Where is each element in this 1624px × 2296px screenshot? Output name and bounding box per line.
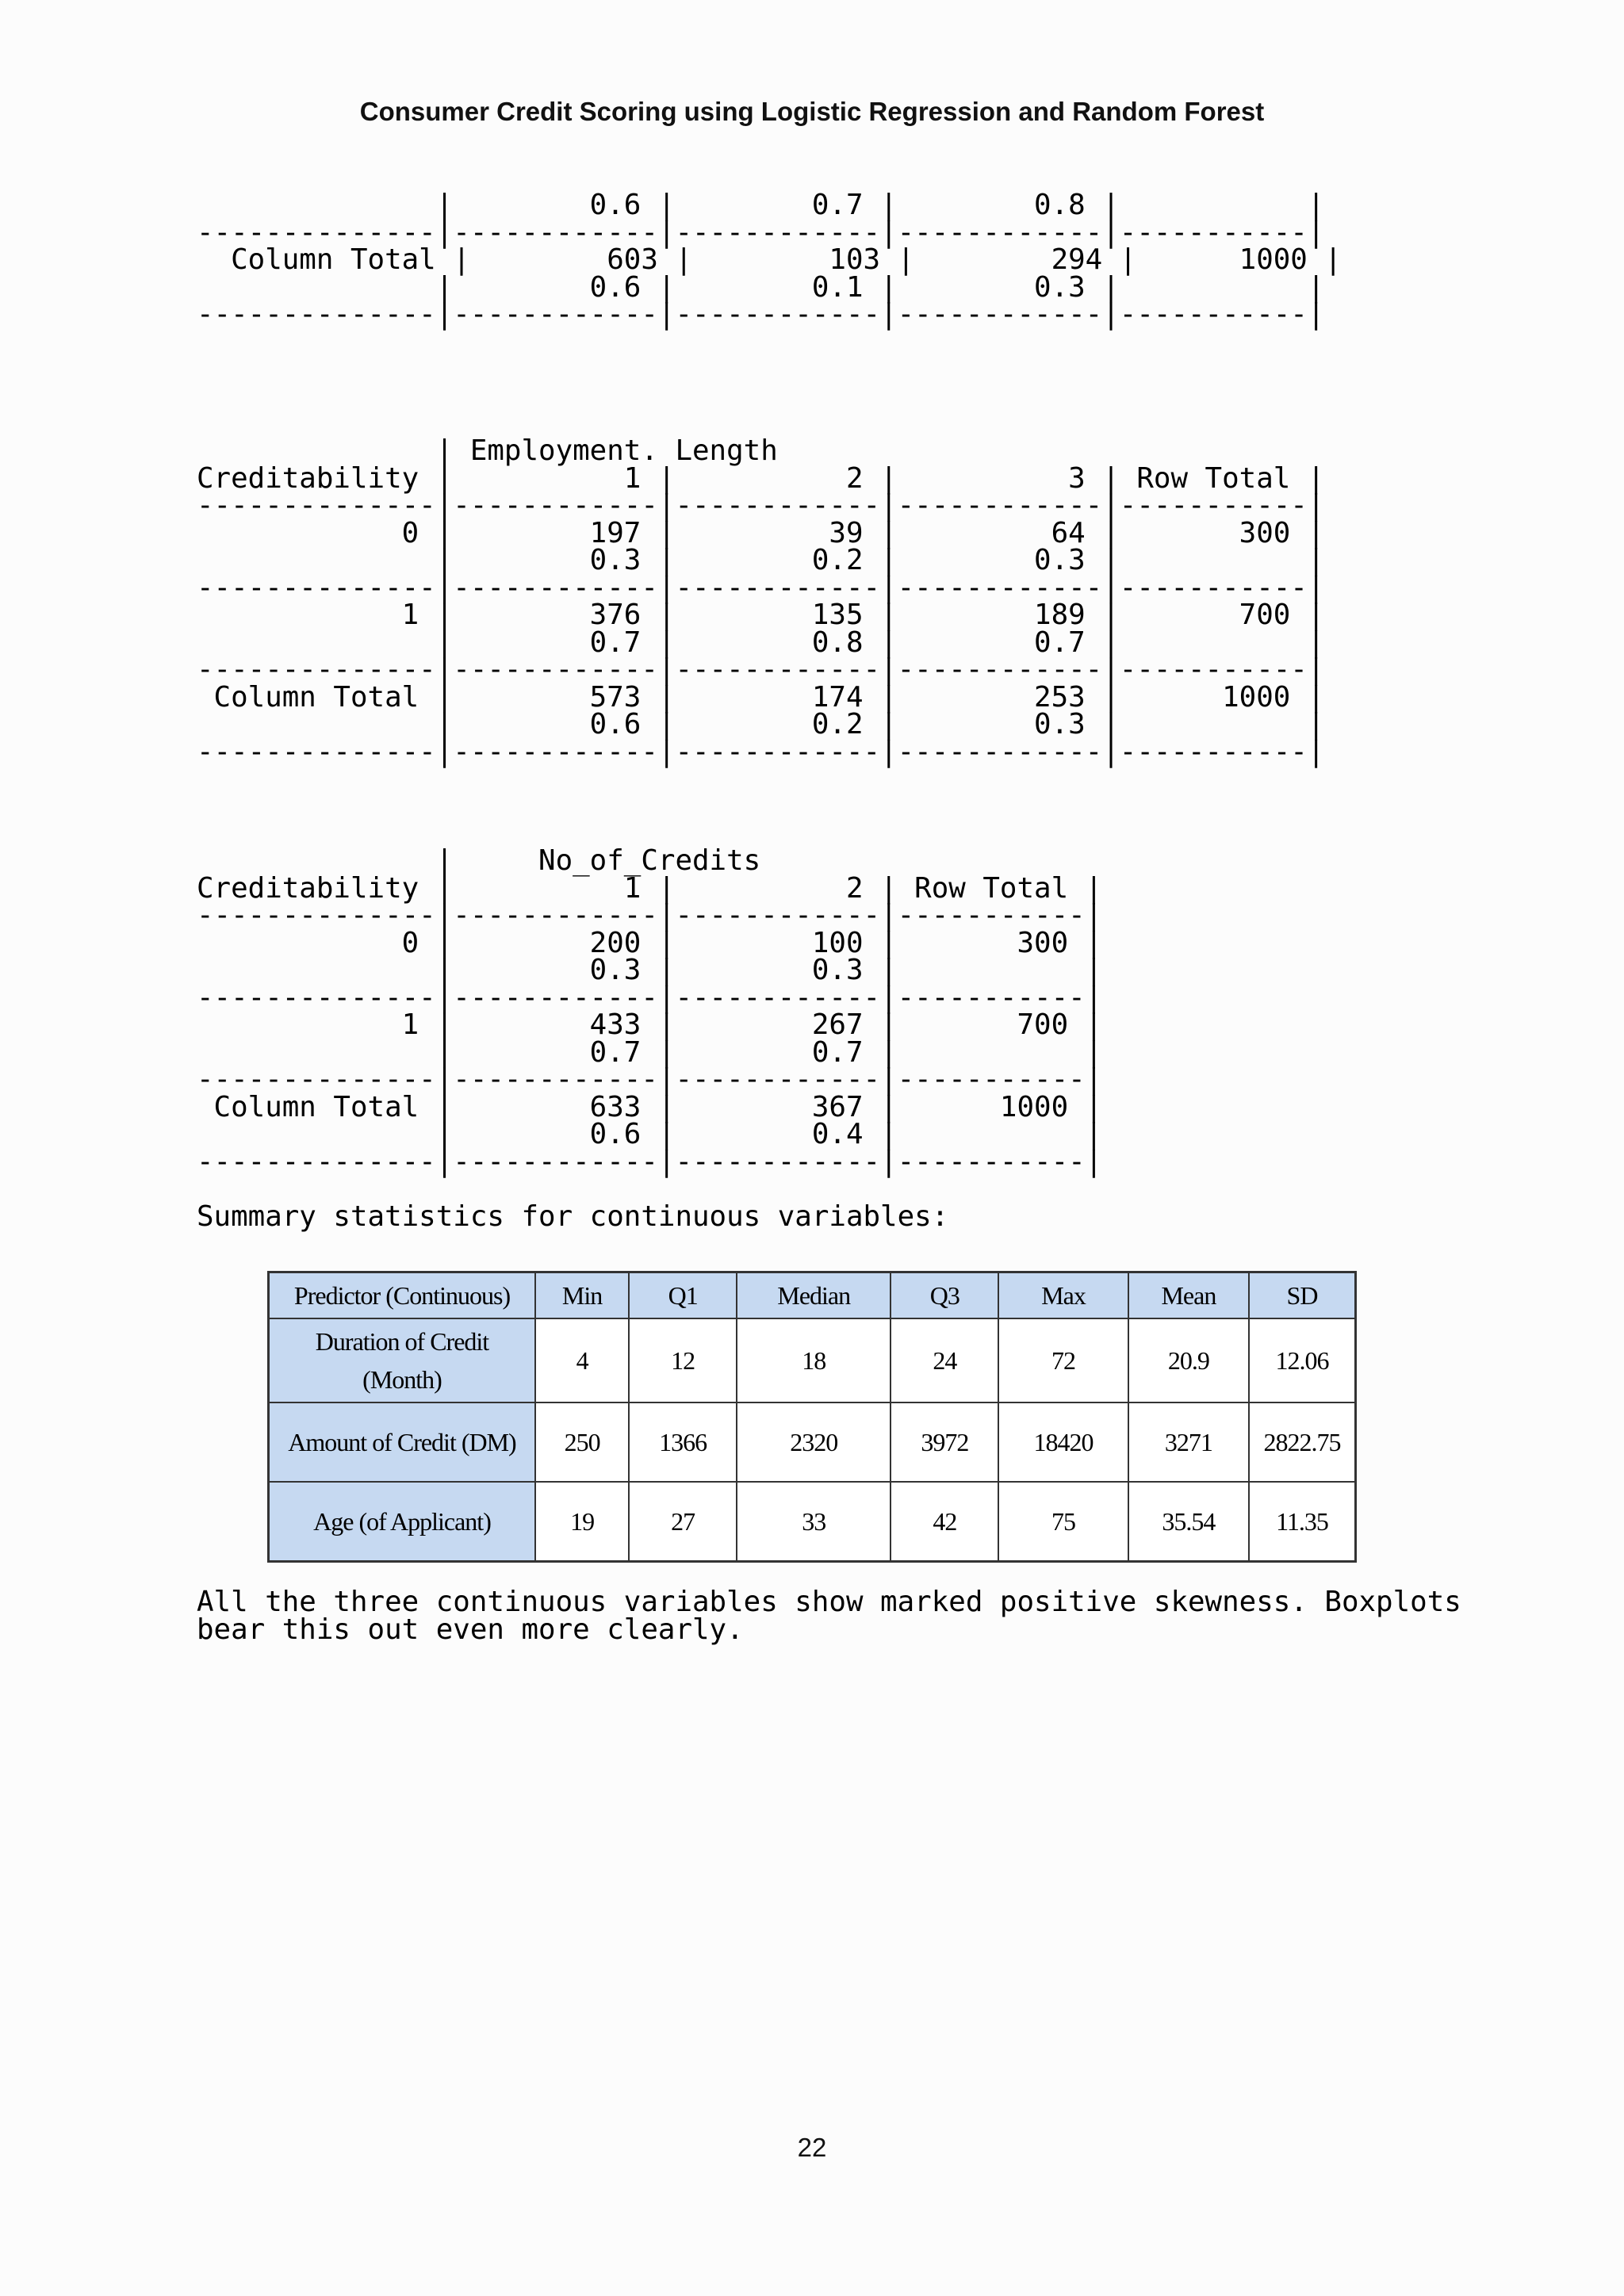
column-header: Mean <box>1128 1272 1249 1319</box>
table-cell: 1366 <box>629 1402 737 1482</box>
crosstab-line: | Employment. Length <box>197 434 778 467</box>
crosstab-line: | 0.7 | 0.8 | 0.7 | | <box>197 626 1325 659</box>
crosstab-line: --------------|------------|------------|-----------| <box>197 1063 1103 1096</box>
crosstab-line: Column Total | 603 | 103 | 294 | 1000 | <box>197 243 1342 276</box>
table-cell: 2822.75 <box>1249 1402 1356 1482</box>
crosstab-employment-length <box>197 434 1325 768</box>
page-header-title: Consumer Credit Scoring using Logistic Regression and Random Forest <box>359 97 1265 126</box>
crosstab-line: | 0.3 | 0.3 | | <box>197 954 1103 986</box>
table-cell: 33 <box>737 1482 891 1561</box>
table-cell: 2320 <box>737 1402 891 1482</box>
table-cell: 20.9 <box>1128 1318 1249 1402</box>
column-header: Min <box>535 1272 629 1319</box>
crosstab-line: --------------|------------|------------|-----------| <box>197 1145 1103 1178</box>
row-label: Age (of Applicant) <box>269 1482 536 1561</box>
table-cell: 250 <box>535 1402 629 1482</box>
crosstab-line: --------------|------------|------------|------------|-----------| <box>197 571 1325 604</box>
table-cell: 18 <box>737 1318 891 1402</box>
crosstab-line: | No_of_Credits <box>197 844 761 877</box>
table-header-row <box>269 1272 1356 1319</box>
column-header: Max <box>998 1272 1128 1319</box>
crosstab-line: | 0.7 | 0.7 | | <box>197 1035 1103 1069</box>
crosstab-line: --------------|------------|------------|------------|-----------| <box>197 489 1325 522</box>
crosstab-line: Column Total | 573 | 174 | 253 | 1000 | <box>197 680 1325 714</box>
table-cell: 75 <box>998 1482 1128 1561</box>
table-cell: 3972 <box>891 1402 998 1482</box>
crosstab-line: | 0.3 | 0.2 | 0.3 | | <box>197 544 1325 576</box>
column-header: SD <box>1249 1272 1356 1319</box>
row-label: Amount of Credit (DM) <box>269 1402 536 1482</box>
table-row <box>269 1402 1356 1482</box>
crosstab-line: --------------|------------|------------|-----------| <box>197 981 1103 1014</box>
column-header: Median <box>737 1272 891 1319</box>
crosstab-line: Creditability | 1 | 2 | 3 | Row Total | <box>197 461 1325 495</box>
crosstab-line: --------------|------------|------------|------------|-----------| <box>197 735 1325 768</box>
table-cell: 42 <box>891 1482 998 1561</box>
crosstab-line: 1 | 376 | 135 | 189 | 700 | <box>197 599 1325 631</box>
summary-caption: Summary statistics for continuous variables: <box>197 1200 949 1233</box>
column-header: Predictor (Continuous) <box>269 1272 536 1319</box>
crosstab-line: --------------|------------|------------|------------|-----------| <box>197 653 1325 686</box>
table-cell: 4 <box>535 1318 629 1402</box>
column-header: Q1 <box>629 1272 737 1319</box>
table-row <box>269 1318 1356 1402</box>
crosstab-line: | 0.6 | 0.1 | 0.3 | | <box>197 270 1325 304</box>
crosstab-line: 0 | 197 | 39 | 64 | 300 | <box>197 516 1325 549</box>
closing-paragraph: All the three continuous variables show marked positive skewness. Boxplots bear this out even more clearly. <box>197 1586 1461 1646</box>
table-cell: 19 <box>535 1482 629 1561</box>
row-label: Duration of Credit (Month) <box>269 1318 536 1402</box>
crosstab-line: 0 | 200 | 100 | 300 | <box>197 926 1103 959</box>
crosstab-line: --------------|------------|------------|------------|-----------| <box>197 216 1325 249</box>
table-cell: 12.06 <box>1249 1318 1356 1402</box>
table-cell: 3271 <box>1128 1402 1249 1482</box>
crosstab-line: --------------|------------|------------|-----------| <box>197 899 1103 932</box>
crosstab-line: | 0.6 | 0.2 | 0.3 | | <box>197 708 1325 740</box>
page-number: 22 <box>797 2133 827 2162</box>
table-cell: 11.35 <box>1249 1482 1356 1561</box>
crosstab-line: | 0.6 | 0.4 | | <box>197 1118 1103 1150</box>
crosstab-line: --------------|------------|------------|------------|-----------| <box>197 298 1325 331</box>
crosstab-line: Column Total | 633 | 367 | 1000 | <box>197 1090 1103 1123</box>
table-row <box>269 1482 1356 1561</box>
crosstab-fragment <box>197 189 1342 331</box>
summary-statistics-table <box>267 1271 1357 1563</box>
table-cell: 35.54 <box>1128 1482 1249 1561</box>
column-header: Q3 <box>891 1272 998 1319</box>
table-cell: 18420 <box>998 1402 1128 1482</box>
crosstab-line: | 0.6 | 0.7 | 0.8 | | <box>197 189 1325 221</box>
crosstab-line: 1 | 433 | 267 | 700 | <box>197 1008 1103 1041</box>
crosstab-no-of-credits <box>197 844 1103 1178</box>
table-cell: 24 <box>891 1318 998 1402</box>
crosstab-line: Creditability | 1 | 2 | Row Total | <box>197 871 1103 905</box>
table-cell: 12 <box>629 1318 737 1402</box>
table-cell: 72 <box>998 1318 1128 1402</box>
table-cell: 27 <box>629 1482 737 1561</box>
